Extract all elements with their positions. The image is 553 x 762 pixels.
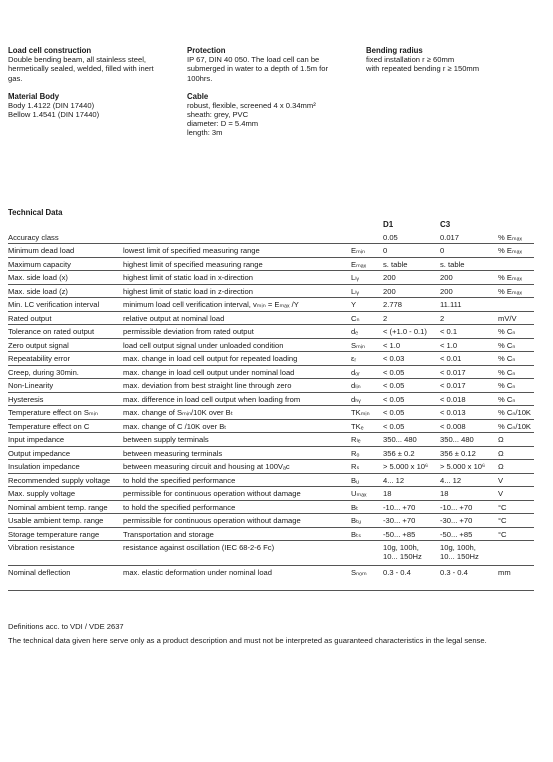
row-value-d1: 356 ± 0.2 (383, 446, 440, 460)
row-name: Max. side load (x) (8, 271, 123, 285)
table-row (8, 566, 534, 591)
row-symbol: Uₘₐₓ (351, 487, 383, 501)
table-row (8, 325, 534, 339)
row-name: Temperature effect on Sₘᵢₙ (8, 406, 123, 420)
row-description: permissible for continuous operation without damage (123, 514, 351, 528)
row-symbol: Bᵤ (351, 473, 383, 487)
row-name: Tolerance on rated output (8, 325, 123, 339)
row-description: Transportation and storage (123, 527, 351, 541)
row-value-c3: 200 (440, 284, 498, 298)
row-description: load cell output signal under unloaded condition (123, 338, 351, 352)
row-value-c3: 0.017 (440, 231, 498, 244)
row-symbol: Bₜᵤ (351, 514, 383, 528)
row-value-d1: > 5.000 x 10⁶ (383, 460, 440, 474)
technical-data-table (8, 218, 534, 591)
row-name: Max. supply voltage (8, 487, 123, 501)
row-name: Accuracy class (8, 231, 123, 244)
row-description: permissible for continuous operation without damage (123, 487, 351, 501)
row-unit: % Cₙ (498, 352, 534, 366)
row-value-d1: 2 (383, 311, 440, 325)
row-value-c3: 18 (440, 487, 498, 501)
row-value-d1: < 0.03 (383, 352, 440, 366)
row-name: Minimum dead load (8, 244, 123, 258)
row-value-c3: 11.111 (440, 298, 498, 312)
row-unit: Ω (498, 446, 534, 460)
table-row (8, 271, 534, 285)
row-value-c3: 0 (440, 244, 498, 258)
row-unit (498, 257, 534, 271)
row-unit: % Cₙ/10K (498, 419, 534, 433)
table-row (8, 244, 534, 258)
row-name: Input impedance (8, 433, 123, 447)
row-unit: % Cₙ (498, 365, 534, 379)
table-row (8, 284, 534, 298)
row-value-d1: 4... 12 (383, 473, 440, 487)
table-row (8, 460, 534, 474)
table-row (8, 231, 534, 244)
row-name: Recommended supply voltage (8, 473, 123, 487)
row-name: Nominal deflection (8, 566, 123, 591)
row-unit: °C (498, 500, 534, 514)
row-value-d1: 200 (383, 271, 440, 285)
row-value-d1: 200 (383, 284, 440, 298)
row-value-c3: -30... +70 (440, 514, 498, 528)
row-description: between measuring terminals (123, 446, 351, 460)
row-value-c3: < 0.013 (440, 406, 498, 420)
row-value-d1: -50... +85 (383, 527, 440, 541)
row-description: max. deviation from best straight line through zero (123, 379, 351, 393)
table-row (8, 446, 534, 460)
table-row (8, 365, 534, 379)
row-unit: % Cₙ (498, 325, 534, 339)
row-value-c3: 4... 12 (440, 473, 498, 487)
section-bending-radius (366, 46, 541, 74)
row-name: Max. side load (z) (8, 284, 123, 298)
section-heading: Protection (187, 46, 226, 55)
table-row (8, 527, 534, 541)
row-description: max. change of C /10K over Bₜ (123, 419, 351, 433)
row-unit: °C (498, 514, 534, 528)
row-name: Repeatability error (8, 352, 123, 366)
row-symbol: dₕᵧ (351, 392, 383, 406)
column-header-c3: C3 (440, 220, 451, 229)
section-heading: Cable (187, 91, 209, 101)
row-symbol: Sₙₒₘ (351, 566, 383, 591)
row-symbol: TKₑ (351, 419, 383, 433)
row-unit (498, 298, 534, 312)
row-value-d1: -30... +70 (383, 514, 440, 528)
row-unit: Ω (498, 433, 534, 447)
column-header-d1: D1 (383, 220, 394, 229)
row-description: highest limit of static load in z-direction (123, 284, 351, 298)
row-symbol: Cₙ (351, 311, 383, 325)
row-unit: mm (498, 566, 534, 591)
row-value-d1: 2.778 (383, 298, 440, 312)
row-unit: % Cₙ (498, 392, 534, 406)
table-row (8, 406, 534, 420)
legal-disclaimer: The technical data given here serve only as a product description and must not be interpreted as guaranteed characteristics in the legal sense. (8, 636, 487, 645)
table-row (8, 500, 534, 514)
row-description: max. change in load cell output under nominal load (123, 365, 351, 379)
section-text: Body 1.4122 (DIN 17440) Bellow 1.4541 (DIN 17440) (8, 101, 100, 120)
section-heading: Material Body (8, 91, 60, 101)
row-name: Maximum capacity (8, 257, 123, 271)
row-description: resistance against oscillation (IEC 68-2-6 Fc) (123, 541, 351, 566)
definitions-note: Definitions acc. to VDI / VDE 2637 (8, 622, 124, 631)
row-description: minimum load cell verification interval, vₘᵢₙ = Eₘₐₓ /Y (123, 298, 351, 312)
row-value-d1: 18 (383, 487, 440, 501)
row-value-d1: 0.05 (383, 231, 440, 244)
row-symbol: dₗᵢₙ (351, 379, 383, 393)
row-description: to hold the specified performance (123, 473, 351, 487)
table-row (8, 257, 534, 271)
section-text: Double bending beam, all stainless steel, hermetically sealed, welded, filled with inert gas. (8, 55, 154, 83)
row-description: highest limit of static load in x-direction (123, 271, 351, 285)
row-value-c3: 0.3 - 0.4 (440, 566, 498, 591)
table-row (8, 352, 534, 366)
row-value-c3: < 0.018 (440, 392, 498, 406)
row-description: max. change in load cell output for repeated loading (123, 352, 351, 366)
row-description: between measuring circuit and housing at 100Vₐc (123, 460, 351, 474)
row-symbol (351, 231, 383, 244)
section-heading: Bending radius (366, 46, 423, 55)
row-value-d1: < 0.05 (383, 392, 440, 406)
row-value-c3: 356 ± 0.12 (440, 446, 498, 460)
table-row (8, 379, 534, 393)
table-row (8, 338, 534, 352)
row-unit (498, 541, 534, 566)
row-name: Storage temperature range (8, 527, 123, 541)
row-description: max. elastic deformation under nominal load (123, 566, 351, 591)
row-value-d1: < 0.05 (383, 365, 440, 379)
row-value-c3: -50... +85 (440, 527, 498, 541)
row-value-c3: 350... 480 (440, 433, 498, 447)
row-description (123, 231, 351, 244)
row-value-c3: < 0.01 (440, 352, 498, 366)
table-row (8, 311, 534, 325)
row-symbol: Lₗᵧ (351, 284, 383, 298)
row-unit: % Eₘₐₓ (498, 271, 534, 285)
table-row (8, 419, 534, 433)
row-unit: % Eₘₐₓ (498, 284, 534, 298)
row-symbol: Lₗᵧ (351, 271, 383, 285)
row-value-c3: s. table (440, 257, 498, 271)
row-symbol: εᵣ (351, 352, 383, 366)
row-name: Min. LC verification interval (8, 298, 123, 312)
technical-data-body (8, 231, 534, 591)
row-value-d1: < 1.0 (383, 338, 440, 352)
table-header-row (8, 218, 534, 231)
row-name: Nominal ambient temp. range (8, 500, 123, 514)
row-unit: Ω (498, 460, 534, 474)
table-row (8, 473, 534, 487)
row-value-c3: 10g, 100h, 10... 150Hz (440, 541, 498, 566)
row-symbol: Bₜ (351, 500, 383, 514)
table-row (8, 392, 534, 406)
row-unit: % Cₙ (498, 338, 534, 352)
row-symbol: Sₘᵢₙ (351, 338, 383, 352)
row-unit: V (498, 473, 534, 487)
row-name: Zero output signal (8, 338, 123, 352)
row-symbol: Rₗₑ (351, 433, 383, 447)
row-symbol: Y (351, 298, 383, 312)
row-value-c3: < 0.008 (440, 419, 498, 433)
row-unit: mV/V (498, 311, 534, 325)
row-value-c3: > 5.000 x 10⁶ (440, 460, 498, 474)
row-description: lowest limit of specified measuring range (123, 244, 351, 258)
row-description: highest limit of specified measuring range (123, 257, 351, 271)
row-name: Temperature effect on C (8, 419, 123, 433)
row-value-c3: 2 (440, 311, 498, 325)
row-description: max. difference in load cell output when loading from (123, 392, 351, 406)
row-symbol: Rₛ (351, 460, 383, 474)
table-row (8, 433, 534, 447)
row-name: Output impedance (8, 446, 123, 460)
section-text: IP 67, DIN 40 050. The load cell can be submerged in water to a depth of 1.5m for 100hrs. (187, 55, 328, 83)
section-load-cell-construction (8, 46, 183, 119)
section-protection (187, 46, 362, 137)
row-name: Vibration resistance (8, 541, 123, 566)
row-symbol: dₑ (351, 325, 383, 339)
row-name: Non-Linearity (8, 379, 123, 393)
row-symbol: Rₒ (351, 446, 383, 460)
row-value-d1: < 0.05 (383, 379, 440, 393)
row-name: Usable ambient temp. range (8, 514, 123, 528)
technical-data-title: Technical Data (8, 208, 63, 217)
row-value-d1: 0 (383, 244, 440, 258)
row-name: Hysteresis (8, 392, 123, 406)
row-name: Creep, during 30min. (8, 365, 123, 379)
row-name: Insulation impedance (8, 460, 123, 474)
row-description: permissible deviation from rated output (123, 325, 351, 339)
row-unit: °C (498, 527, 534, 541)
row-description: to hold the specified performance (123, 500, 351, 514)
table-row (8, 514, 534, 528)
row-value-d1: < 0.05 (383, 406, 440, 420)
row-unit: % Eₘₐₓ (498, 244, 534, 258)
table-row (8, 541, 534, 566)
row-unit: % Cₙ (498, 379, 534, 393)
row-value-d1: -10... +70 (383, 500, 440, 514)
section-heading: Load cell construction (8, 46, 92, 55)
row-value-d1: 10g, 100h, 10... 150Hz (383, 541, 440, 566)
row-description: between supply terminals (123, 433, 351, 447)
row-symbol: dₒᵣ (351, 365, 383, 379)
row-value-c3: < 0.017 (440, 365, 498, 379)
row-unit: V (498, 487, 534, 501)
row-value-d1: < (+1.0 - 0.1) (383, 325, 440, 339)
row-value-c3: 200 (440, 271, 498, 285)
row-value-d1: 0.3 - 0.4 (383, 566, 440, 591)
section-text: robust, flexible, screened 4 x 0.34mm² sheath: grey, PVC diameter: D = 5.4mm length: 3m (187, 101, 316, 138)
table-row (8, 487, 534, 501)
row-description: max. change of Sₘᵢₙ/10K over Bₜ (123, 406, 351, 420)
row-symbol: Eₘᵢₙ (351, 244, 383, 258)
row-name: Rated output (8, 311, 123, 325)
row-value-d1: 350... 480 (383, 433, 440, 447)
section-text: fixed installation r ≥ 60mm with repeated bending r ≥ 150mm (366, 55, 480, 74)
row-value-d1: < 0.05 (383, 419, 440, 433)
row-value-d1: s. table (383, 257, 440, 271)
row-description: relative output at nominal load (123, 311, 351, 325)
table-row (8, 298, 534, 312)
row-value-c3: -10... +70 (440, 500, 498, 514)
row-symbol: TKₘᵢₙ (351, 406, 383, 420)
row-symbol (351, 541, 383, 566)
row-symbol: Eₘₐₓ (351, 257, 383, 271)
row-value-c3: < 1.0 (440, 338, 498, 352)
row-unit: % Cₙ/10K (498, 406, 534, 420)
row-value-c3: < 0.017 (440, 379, 498, 393)
row-value-c3: < 0.1 (440, 325, 498, 339)
row-unit: % Eₘₐₓ (498, 231, 534, 244)
row-symbol: Bₜₛ (351, 527, 383, 541)
